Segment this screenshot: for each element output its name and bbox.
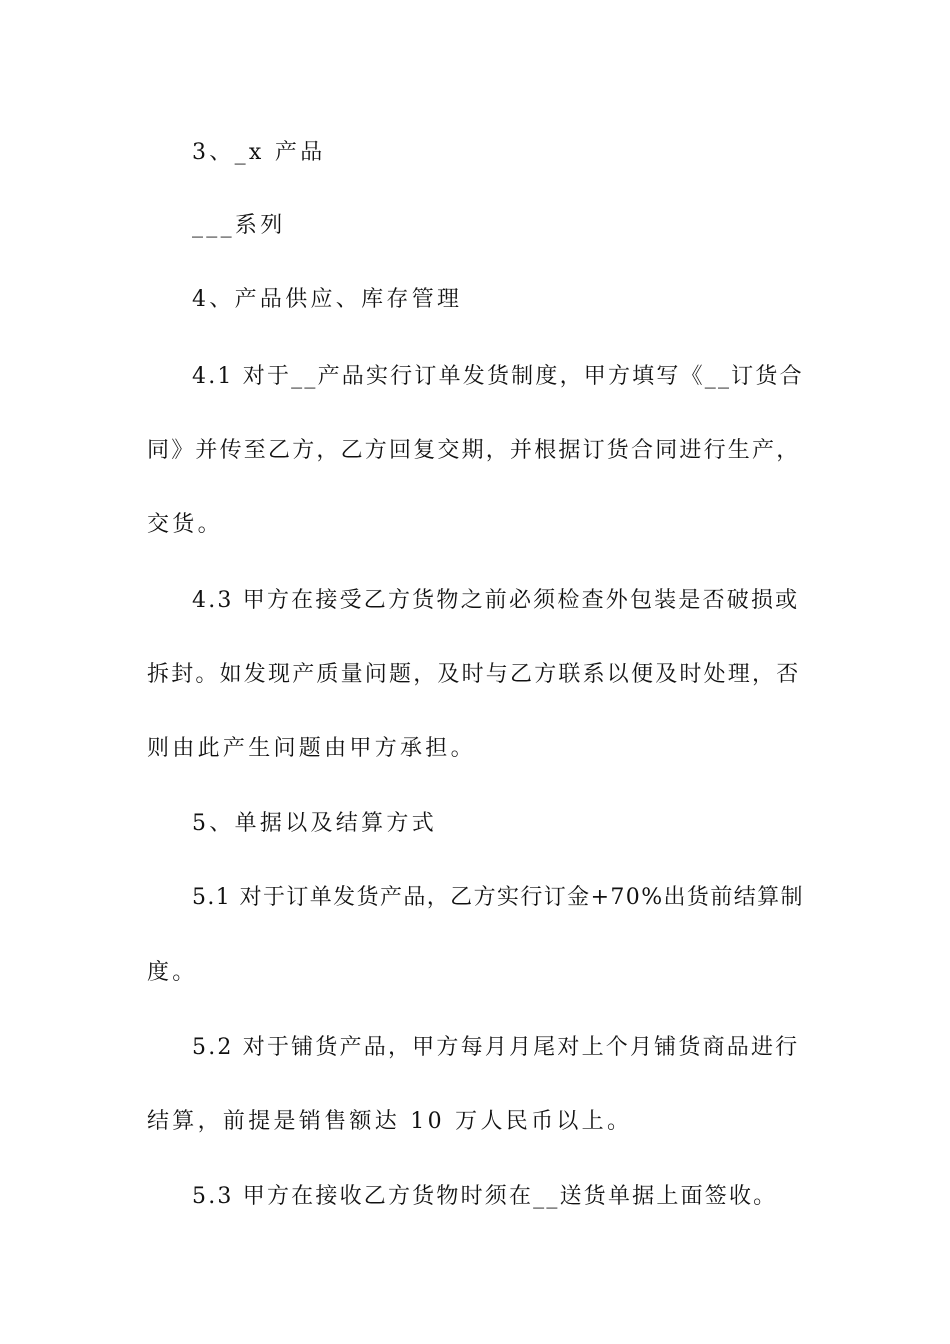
clause-4-3-line-3: 则由此产生问题由甲方承担。 bbox=[147, 736, 476, 761]
clause-5-1-line-2: 度。 bbox=[147, 960, 198, 985]
clause-4-1-line-3: 交货。 bbox=[147, 512, 223, 537]
section-4-heading: 4、产品供应、库存管理 bbox=[192, 287, 463, 312]
clause-5-1-line-1: 5.1 对于订单发货产品，乙方实行订金+70%出货前结算制 bbox=[192, 885, 804, 910]
clause-4-3-line-1: 4.3 甲方在接受乙方货物之前必须检查外包装是否破损或 bbox=[192, 588, 800, 613]
series-line: ___系列 bbox=[192, 213, 286, 238]
clause-5-3-line-1: 5.3 甲方在接收乙方货物时须在__送货单据上面签收。 bbox=[192, 1184, 778, 1209]
clause-4-1-line-1: 4.1 对于__产品实行订单发货制度，甲方填写《__订货合 bbox=[192, 364, 804, 389]
clause-4-3-line-2: 拆封。如发现产质量问题，及时与乙方联系以便及时处理，否 bbox=[147, 662, 801, 687]
clause-4-1-line-2: 同》并传至乙方，乙方回复交期，并根据订货合同进行生产， bbox=[147, 438, 801, 463]
section-5-heading: 5、单据以及结算方式 bbox=[192, 811, 437, 836]
clause-5-2-line-2: 结算，前提是销售额达 10 万人民币以上。 bbox=[147, 1109, 633, 1134]
section-3-heading: 3、_x 产品 bbox=[192, 140, 326, 165]
clause-5-2-line-1: 5.2 对于铺货产品，甲方每月月尾对上个月铺货商品进行 bbox=[192, 1035, 800, 1060]
